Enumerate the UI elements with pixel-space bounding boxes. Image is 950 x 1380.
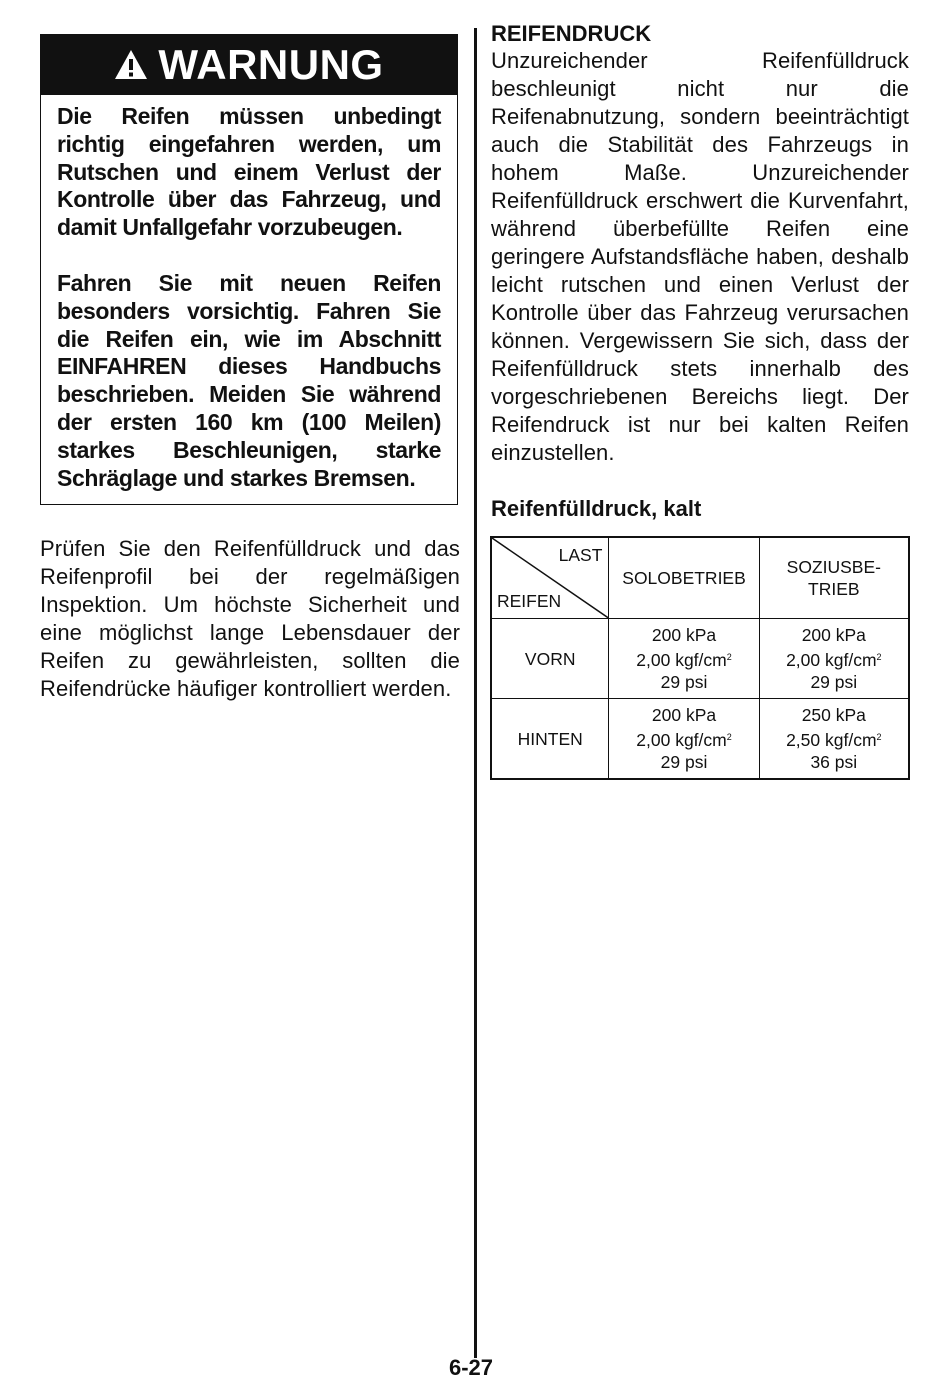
value-kpa: 200 kPa (801, 625, 866, 645)
value-psi: 36 psi (810, 752, 858, 772)
inspection-paragraph: Prüfen Sie den Reifenfülldruck und das Reifenprofil bei der regelmäßigen Inspektion. Um höchste Sicherheit und eine möglichst lange Lebensdauer der Reifen zu gewährleisten, sollten die Reifendrücke häufiger kontrolliert werden. (40, 536, 460, 702)
table-header-row (491, 537, 909, 619)
warning-triangle-icon (114, 48, 148, 82)
column-header-sozius-line1: SOZIUSBE- (786, 557, 881, 577)
value-psi: 29 psi (810, 672, 858, 692)
warning-box (40, 34, 458, 505)
left-column (40, 34, 460, 703)
section-paragraph: Unzureichender Reifenfülldruck beschleunigt nicht nur die Reifenabnutzung, sondern beeinträchtigt auch die Stabilität des Fahrzeugs in hohem Maße. Unzureichender Reifenfülldruck erschwert die Kurvenfahrt, während überbefüllte Reifen eine geringere Aufstandsfläche haben, deshalb leicht rutschen und einen Verlust der Kontrolle über das Fahrzeug verursachen können. Vergewissern Sie sich, dass der Reifenfülldruck stets innerhalb des vorgeschriebenen Bereichs liegt. Der Reifendruck ist nur bei kalten Reifen einzustellen. (491, 48, 909, 465)
value-kpa: 250 kPa (801, 705, 866, 725)
value-kgf: 2,00 kgf/cm (636, 730, 727, 750)
value-kgf-exponent: 2 (726, 652, 732, 662)
column-header-sozius (759, 537, 909, 619)
table-row (491, 699, 909, 780)
table-cell (759, 619, 909, 699)
value-kgf: 2,50 kgf/cm (786, 730, 877, 750)
table-corner-cell (491, 537, 609, 619)
section-heading: REIFENDRUCK (491, 21, 652, 46)
value-psi: 29 psi (660, 672, 708, 692)
row-label: HINTEN (491, 699, 609, 780)
column-header-solo: SOLOBETRIEB (609, 537, 759, 619)
table-row (491, 619, 909, 699)
warning-header (41, 35, 457, 95)
right-column (491, 21, 909, 523)
table-cell (759, 699, 909, 780)
table-cell (609, 699, 759, 780)
table-cell (609, 619, 759, 699)
value-kgf-exponent: 2 (726, 732, 732, 742)
value-kpa: 200 kPa (651, 705, 717, 725)
table-heading: Reifenfülldruck, kalt (491, 496, 702, 521)
corner-label-last: LAST (558, 545, 603, 565)
warning-title: WARNUNG (158, 41, 384, 88)
value-kgf-exponent: 2 (876, 652, 882, 662)
value-kgf-exponent: 2 (876, 732, 882, 742)
column-header-sozius-line2: TRIEB (808, 579, 860, 599)
value-kpa: 200 kPa (651, 625, 717, 645)
warning-paragraph: Die Reifen müssen unbedingt richtig eingefahren werden, um Rutschen und einem Verlust der Kontrolle über das Fahrzeug, und damit Unfallgefahr vorzubeugen. (57, 103, 441, 241)
column-divider (474, 28, 477, 1358)
value-kgf: 2,00 kgf/cm (786, 650, 877, 670)
tire-pressure-table (490, 536, 910, 780)
warning-body (41, 95, 457, 504)
corner-label-reifen: REIFEN (497, 591, 562, 611)
value-kgf: 2,00 kgf/cm (636, 650, 727, 670)
value-psi: 29 psi (660, 752, 708, 772)
page-number: 6-27 (449, 1355, 494, 1380)
row-label: VORN (491, 619, 609, 699)
warning-paragraph: Fahren Sie mit neuen Reifen besonders vorsichtig. Fahren Sie die Reifen ein, wie im Abschnitt EINFAHREN dieses Handbuchs beschrieben. Meiden Sie während der ersten 160 km (100 Meilen) starkes Beschleunigen, starke Schräglage und starkes Bremsen. (57, 269, 441, 491)
